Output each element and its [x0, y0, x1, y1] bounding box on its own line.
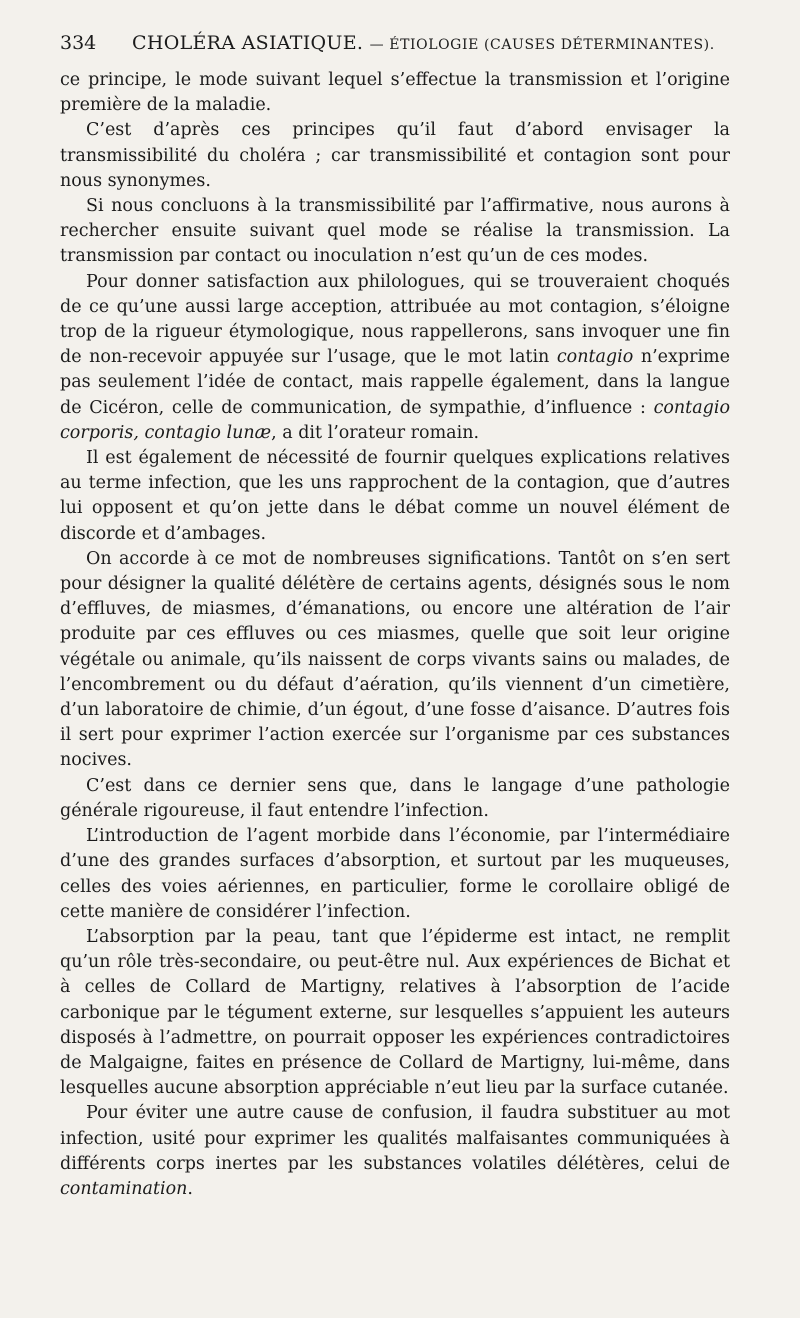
paragraph: Si nous concluons à la transmissibilité par l’affirmative, nous aurons à rechercher ensuite suivant quel mode se réalise la transmission. La transmission par contact ou inoculation n’est qu’un de ces modes.	[60, 196, 730, 267]
chapter-title: CHOLÉRA ASIATIQUE.	[132, 32, 364, 54]
paragraph: ce principe, le mode suivant lequel s’effectue la transmission et l’origine première de la maladie.	[60, 70, 730, 116]
paragraph: C’est dans ce dernier sens que, dans le langage d’une pathologie générale rigoureuse, il faut entendre l’infection.	[60, 775, 730, 821]
italic-term: contamination	[60, 1178, 188, 1199]
paragraph: L’introduction de l’agent morbide dans l’économie, par l’intermédiaire d’une des grandes surfaces d’absorption, et surtout par les muqueuses, celles des voies aériennes, en particulier, forme le corollaire obligé de cette manière de considérer l’infection.	[60, 826, 730, 922]
text-run: .	[187, 1178, 193, 1199]
paragraph: Il est également de nécessité de fournir quelques explications relatives au terme infection, que les uns rapprochent de la contagion, que d’autres lui opposent et qu’on jette dans le débat comme un nouvel élément de discorde et d’ambages.	[60, 448, 730, 544]
section-subtitle: — ÉTIOLOGIE (CAUSES DÉTERMINANTES).	[369, 37, 715, 53]
page-number: 334	[60, 32, 97, 54]
paragraph	[60, 1101, 730, 1202]
latin-quote: contagio corporis, contagio lunæ	[60, 397, 730, 443]
text-run: n’exprime pas seulement l’idée de contact, mais rappelle également, dans la langue de Cicéron, celle de communication, de sympathie, d’influence :	[60, 347, 730, 418]
italic-term: contagio	[556, 347, 634, 368]
header-title	[132, 32, 715, 54]
text-run: Pour éviter une autre cause de confusion, il faudra substituer au mot infection, usité pour exprimer les qualités malfaisantes communiquées à différents corps inertes par les substances volatiles délétères, celui de	[60, 1103, 730, 1174]
running-header	[60, 32, 750, 60]
paragraph: On accorde à ce mot de nombreuses significations. Tantôt on s’en sert pour désigner la qualité délétère de certains agents, désignés sous le nom d’effluves, de miasmes, d’émanations, ou encore une altération de l’air produite par ces effluves ou ces miasmes, quelle que soit leur origine végétale ou animale, qu’ils naissent de corps vivants sains ou malades, de l’encombrement ou du défaut d’aération, qu’ils viennent d’un cimetière, d’un laboratoire de chimie, d’un égout, d’une fosse d’aisance. D’autres fois il sert pour exprimer l’action exercée sur l’organisme par ces substances nocives.	[60, 548, 730, 771]
paragraph: C’est d’après ces principes qu’il faut d’abord envisager la transmissibilité du choléra ; car transmissibilité et contagion sont pour nous synonymes.	[60, 120, 730, 191]
text-body	[60, 68, 730, 1202]
paragraph	[60, 270, 730, 446]
text-run: , a dit l’orateur romain.	[271, 422, 480, 443]
text-run: Pour donner satisfaction aux philologues, qui se trouveraient choqués de ce qu’une aussi large acception, attribuée au mot contagion, s’éloigne trop de la rigueur étymologique, nous rappellerons, sans invoquer une fin de non-recevoir appuyée sur l’usage, que le mot latin	[60, 271, 730, 368]
paragraph: L’absorption par la peau, tant que l’épiderme est intact, ne remplit qu’un rôle très-secondaire, ou peut-être nul. Aux expériences de Bichat et à celles de Collard de Martigny, relatives à l’absorption de l’acide carbonique par le tégument externe, sur lesquelles s’appuient les auteurs disposés à l’admettre, on pourrait opposer les expériences contradictoires de Malgaigne, faites en présence de Collard de Martigny, lui-même, dans lesquelles aucune absorption appréciable n’eut lieu par la surface cutanée.	[60, 926, 730, 1099]
